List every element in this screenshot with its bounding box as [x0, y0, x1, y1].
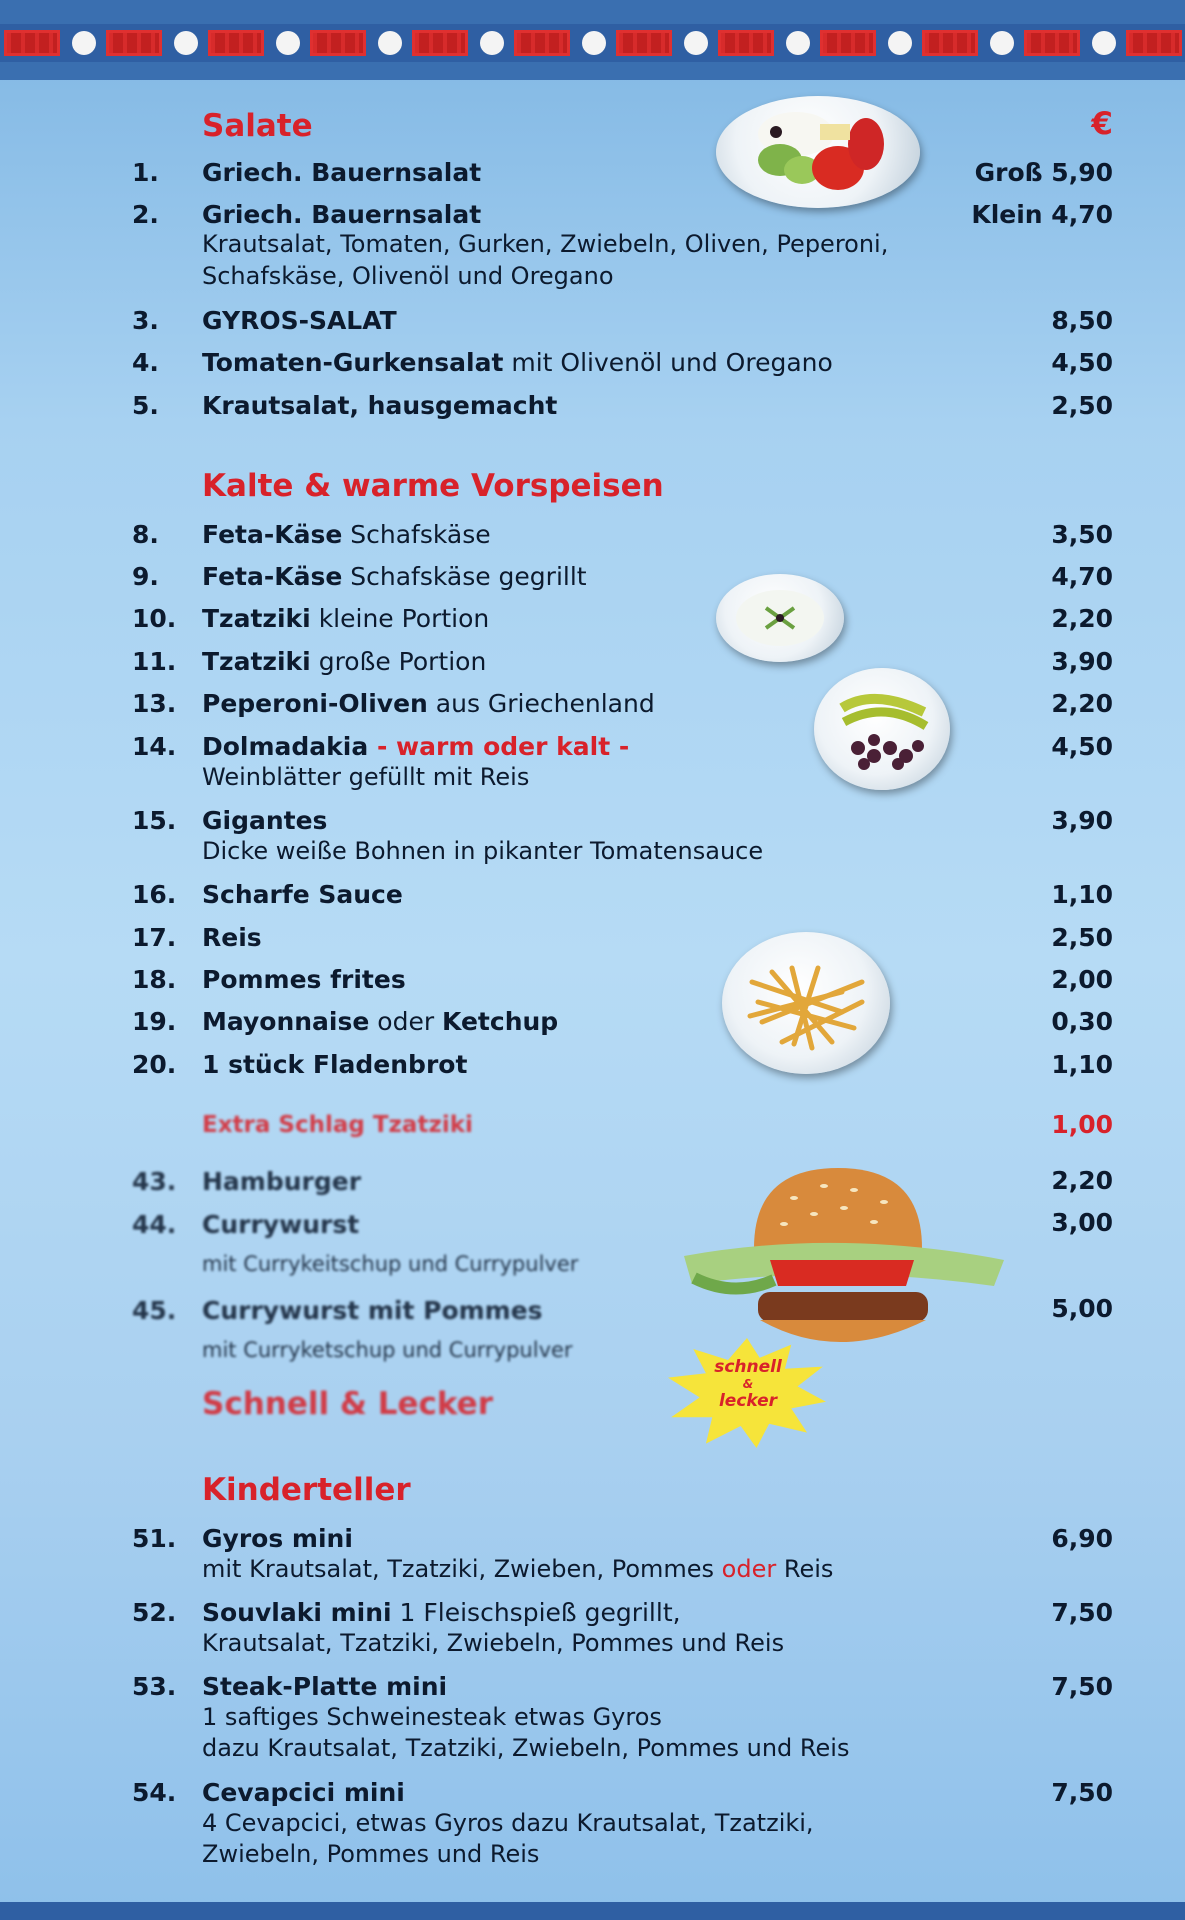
hamburger-image [674, 1168, 1012, 1374]
menu-item-44-price: 3,00 [1051, 1208, 1113, 1237]
menu-item-45-price: 5,00 [1051, 1294, 1113, 1323]
greek-key-band [0, 24, 1185, 62]
bottom-border [0, 1902, 1185, 1920]
badge-text: schnell & lecker [714, 1357, 782, 1411]
menu-item-43-price: 2,20 [1051, 1166, 1113, 1195]
tzatziki-plate-image [716, 574, 844, 662]
section-title-schnell: Schnell & Lecker [202, 1386, 493, 1422]
currency-symbol: € [1091, 106, 1113, 142]
extra-tzatziki-price: 1,00 [1051, 1110, 1113, 1139]
section-title-kinderteller: Kinderteller [202, 1472, 411, 1508]
peperoni-olives-plate-image [814, 668, 950, 790]
fries-plate-image [722, 932, 890, 1074]
section-title-vorspeisen: Kalte & warme Vorspeisen [202, 468, 664, 504]
section-title-salate: Salate [202, 108, 313, 144]
salad-plate-image [716, 96, 920, 208]
